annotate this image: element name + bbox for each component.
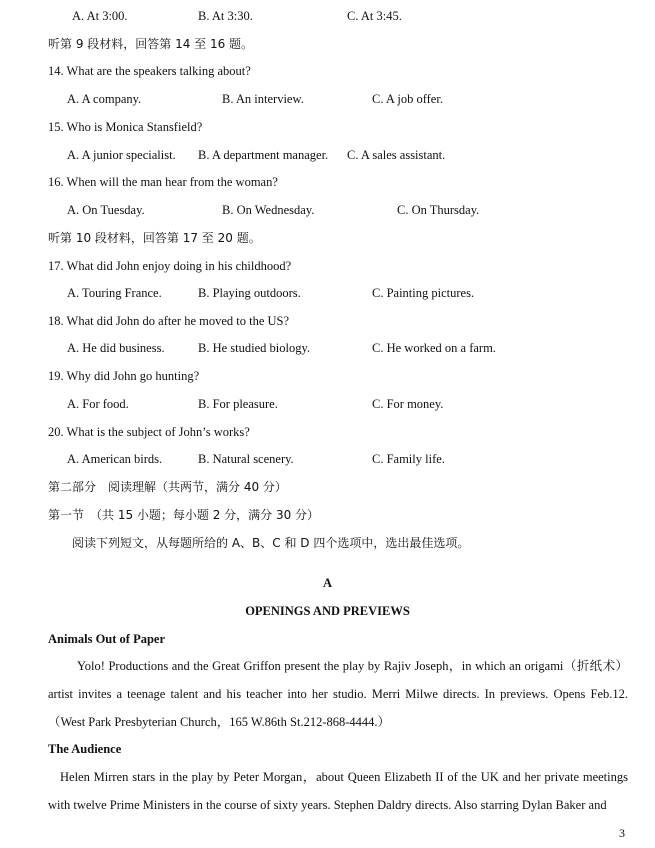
question-15-option-c: C. A sales assistant. — [347, 148, 446, 162]
question-18-option-c: C. He worked on a farm. — [372, 341, 496, 355]
item-2-text: Helen Mirren stars in the play by Peter Morgan，about Queen Elizabeth II of the UK and her private meetings with twelve Prime Ministers in the course of sixty years. Stephen Daldry directs. Also starring Dylan Baker and — [48, 770, 628, 812]
question-14-stem: 14. What are the speakers talking about? — [48, 64, 251, 78]
question-20-stem: 20. What is the subject of John’s works? — [48, 425, 250, 439]
question-15-option-a: A. A junior specialist. — [67, 148, 176, 162]
question-16-option-c: C. On Thursday. — [397, 203, 480, 217]
question-20-option-b: B. Natural scenery. — [198, 452, 294, 466]
question-16-option-a: A. On Tuesday. — [67, 203, 145, 217]
question-19-option-b: B. For pleasure. — [198, 397, 278, 411]
question-14-option-a: A. A company. — [67, 92, 142, 106]
item-2-title: The Audience — [48, 742, 122, 756]
question-16-stem: 16. When will the man hear from the woman? — [48, 175, 278, 189]
question-16-option-b: B. On Wednesday. — [222, 203, 315, 217]
part-two-heading: 第二部分 阅读理解（共两节，满分 40 分） — [48, 480, 287, 494]
question-15-stem: 15. Who is Monica Stansfield? — [48, 120, 203, 134]
section-one-heading: 第一节 （共 15 小题；每小题 2 分，满分 30 分） — [48, 508, 320, 522]
item-1-title: Animals Out of Paper — [48, 632, 166, 646]
item-2-text-block — [48, 763, 628, 819]
question-19-option-a: A. For food. — [67, 397, 129, 411]
question-18-option-b: B. He studied biology. — [198, 341, 311, 355]
passage-letter: A — [322, 576, 333, 590]
question-20-option-a: A. American birds. — [67, 452, 163, 466]
question-17-option-c: C. Painting pictures. — [372, 286, 475, 300]
question-19-stem: 19. Why did John go hunting? — [48, 369, 200, 383]
q13-option-b: B. At 3:30. — [198, 9, 253, 23]
instruction-section-9: 听第 9 段材料，回答第 14 至 16 题。 — [48, 37, 254, 51]
question-20-option-c: C. Family life. — [372, 452, 445, 466]
q13-option-c: C. At 3:45. — [347, 9, 402, 23]
question-14-option-b: B. An interview. — [222, 92, 304, 106]
question-18-option-a: A. He did business. — [67, 341, 165, 355]
q13-option-a: A. At 3:00. — [72, 9, 128, 23]
page-number: 3 — [619, 826, 625, 840]
question-17-option-a: A. Touring France. — [67, 286, 162, 300]
passage-title: OPENINGS AND PREVIEWS — [245, 604, 410, 618]
question-18-stem: 18. What did John do after he moved to the US? — [48, 314, 290, 328]
question-15-option-b: B. A department manager. — [198, 148, 329, 162]
question-14-option-c: C. A job offer. — [372, 92, 443, 106]
item-1-text-block — [48, 652, 628, 736]
instruction-section-10: 听第 10 段材料，回答第 17 至 20 题。 — [48, 231, 261, 245]
question-17-stem: 17. What did John enjoy doing in his childhood? — [48, 259, 292, 273]
reading-instruction: 阅读下列短文，从每题所给的 A、B、C 和 D 四个选项中，选出最佳选项。 — [72, 536, 470, 550]
item-1-text: Yolo! Productions and the Great Griffon present the play by Rajiv Joseph，in which an origami（折纸术）artist invites a teenage talent and his teacher into her studio. Merri Milwe directs. In previews. Opens Feb.12.（West Park Presbyterian Church，165 W.86th St.212-868-4444.） — [48, 659, 628, 729]
question-17-option-b: B. Playing outdoors. — [198, 286, 301, 300]
question-19-option-c: C. For money. — [372, 397, 444, 411]
